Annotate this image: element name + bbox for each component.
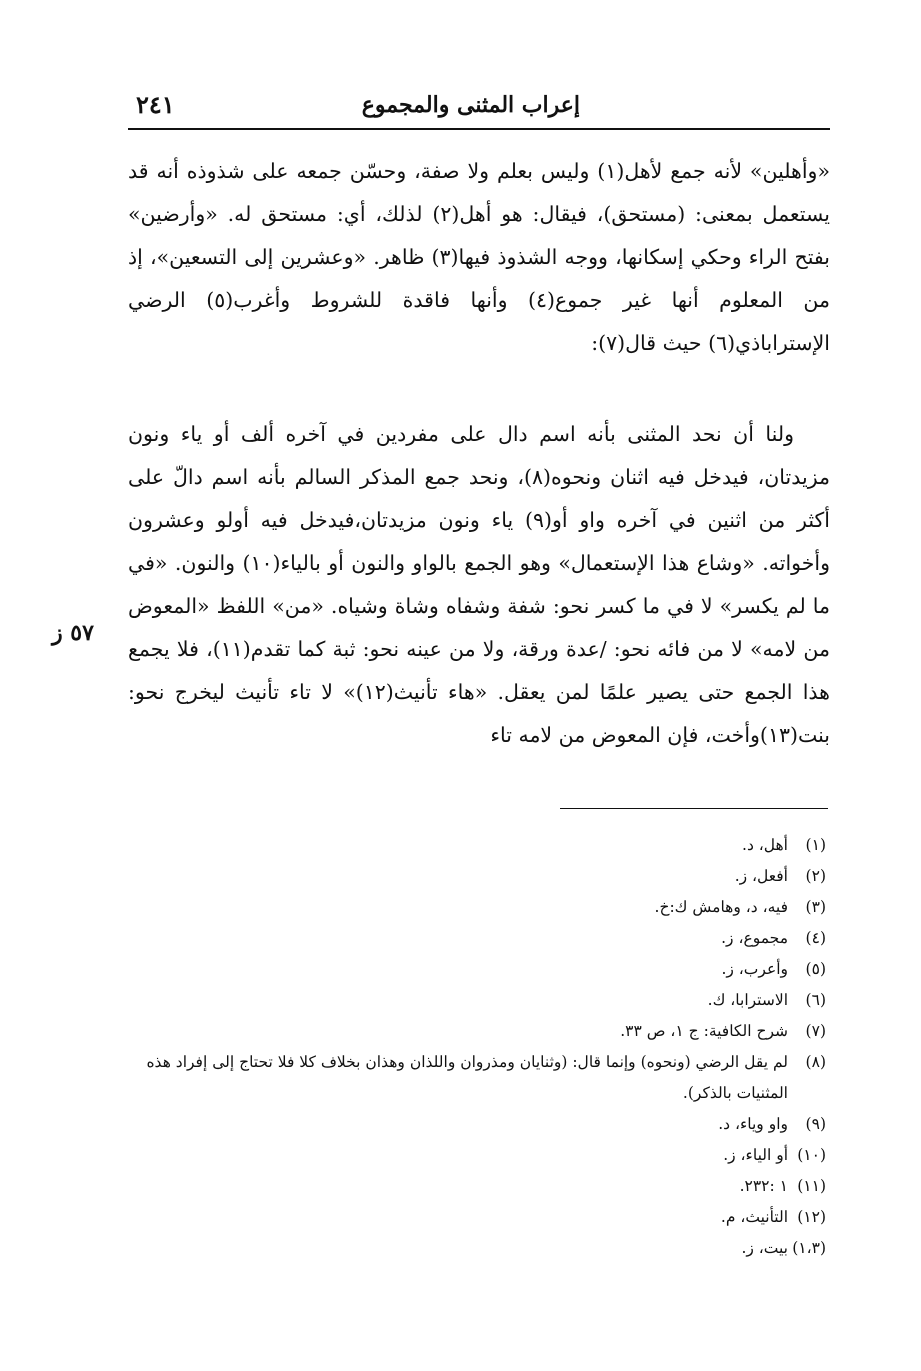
footnote-text: أهل، د. bbox=[742, 836, 788, 854]
footnote-text: بيت، ز. bbox=[741, 1239, 788, 1257]
paragraph-text: ولنا أن نحد المثنى بأنه اسم دال على مفردين في آخره ألف أو ياء ونون مزيدتان، فيدخل فيه اثنان ونحوه(٨)، ونحد جمع المذكر السالم بأنه اسم دالّ على أكثر من اثنين في آخره واو أو(٩) ياء ونون مزيدتان،فيدخل فيه أولو وعشرون وأخواته. «وشاع هذا الإستعمال» وهو الجمع بالواو والنون أو بالياء(١٠) والنون. «في ما لم يكسر» لا في ما كسر نحو: شفة وشفاه وشاة وشياه. «من» اللفظ «المعوض من لامه» لا من فائه نحو: /عدة ورقة، ولا من عينه نحو: ثبة كما تقدم(١١)، فلا يجمع هذا الجمع حتى يصير علمًا لمن يعقل. «هاء تأنيث(١٢)» لا تاء تأنيث ليخرج نحو: بنت(١٣)وأخت، فإن المعوض من لامه تاء bbox=[128, 422, 831, 747]
body-paragraph-1 bbox=[128, 150, 830, 365]
footnote-number: (٢) bbox=[805, 867, 826, 885]
footnote-number: (٩) bbox=[805, 1115, 826, 1133]
footnote-item bbox=[128, 1171, 830, 1202]
footnote-text: وأعرب، ز. bbox=[721, 960, 788, 978]
footnote-text: أو الياء، ز. bbox=[723, 1146, 788, 1164]
footnote-text: شرح الكافية: ج ١، ص ٣٣. bbox=[620, 1022, 788, 1040]
footnote-number: (٣) bbox=[805, 898, 826, 916]
footnote-text: التأنيث، م. bbox=[720, 1208, 788, 1226]
footnote-text: ١ :٢٣٢. bbox=[739, 1177, 788, 1195]
footnote-item bbox=[128, 1109, 830, 1140]
footnote-number: (١٢) bbox=[797, 1208, 826, 1226]
footnote-number: (٧) bbox=[805, 1022, 826, 1040]
margin-folio-note: ٥٧ ز bbox=[52, 620, 94, 646]
footnote-text: الاسترابا، ك. bbox=[707, 991, 788, 1009]
footnote-number: (٥) bbox=[805, 960, 826, 978]
header-title: إعراب المثنى والمجموع bbox=[361, 92, 580, 118]
footnote-item bbox=[128, 1233, 830, 1264]
footnote-item bbox=[128, 1047, 830, 1109]
footnotes bbox=[128, 830, 830, 1264]
footnote-item bbox=[128, 1140, 830, 1171]
footnote-item bbox=[128, 1202, 830, 1233]
footnote-number: (١) bbox=[805, 836, 826, 854]
page-number: ٢٤١ bbox=[136, 90, 175, 119]
body-paragraph-2 bbox=[128, 413, 830, 757]
footnote-item bbox=[128, 861, 830, 892]
footnote-item bbox=[128, 892, 830, 923]
paragraph-text: «وأهلين» لأنه جمع لأهل(١) وليس بعلم ولا صفة، وحسّن جمعه على شذوذه أنه قد يستعمل بمعنى: (مستحق)، فيقال: هو أهل(٢) لذلك، أي: مستحق له. «وأرضين» بفتح الراء وحكي إسكانها، ووجه الشذوذ فيها(٣) ظاهر. «وعشرين إلى التسعين»، إذ من المعلوم أنها غير جموع(٤) وأنها فاقدة للشروط وأغرب(٥) الرضي الإستراباذي(٦) حيث قال(٧): bbox=[128, 159, 831, 355]
footnote-text: مجموع، ز. bbox=[721, 929, 788, 947]
footnote-item bbox=[128, 830, 830, 861]
footnote-item bbox=[128, 1016, 830, 1047]
footnote-number: (١،٣) bbox=[792, 1239, 826, 1257]
footnote-item bbox=[128, 923, 830, 954]
footnote-number: (١٠) bbox=[797, 1146, 826, 1164]
footnote-text: فيه، د، وهامش ك:خ. bbox=[654, 898, 788, 916]
footnote-number: (١١) bbox=[797, 1177, 826, 1195]
footnote-item bbox=[128, 954, 830, 985]
running-header bbox=[128, 88, 830, 130]
footnote-item bbox=[128, 985, 830, 1016]
footnote-text: لم يقل الرضي (ونحوه) وإنما قال: (وثنايان ومذروان واللذان وهذان بخلاف كلا فلا تحتاج إلى إفراد هذه المثنيات بالذكر). bbox=[146, 1053, 788, 1102]
footnote-text: أفعل، ز. bbox=[734, 867, 788, 885]
footnote-text: واو وياء، د. bbox=[718, 1115, 788, 1133]
footnote-separator bbox=[560, 808, 828, 809]
footnote-number: (٦) bbox=[805, 991, 826, 1009]
footnote-number: (٤) bbox=[805, 929, 826, 947]
footnote-number: (٨) bbox=[805, 1053, 826, 1071]
